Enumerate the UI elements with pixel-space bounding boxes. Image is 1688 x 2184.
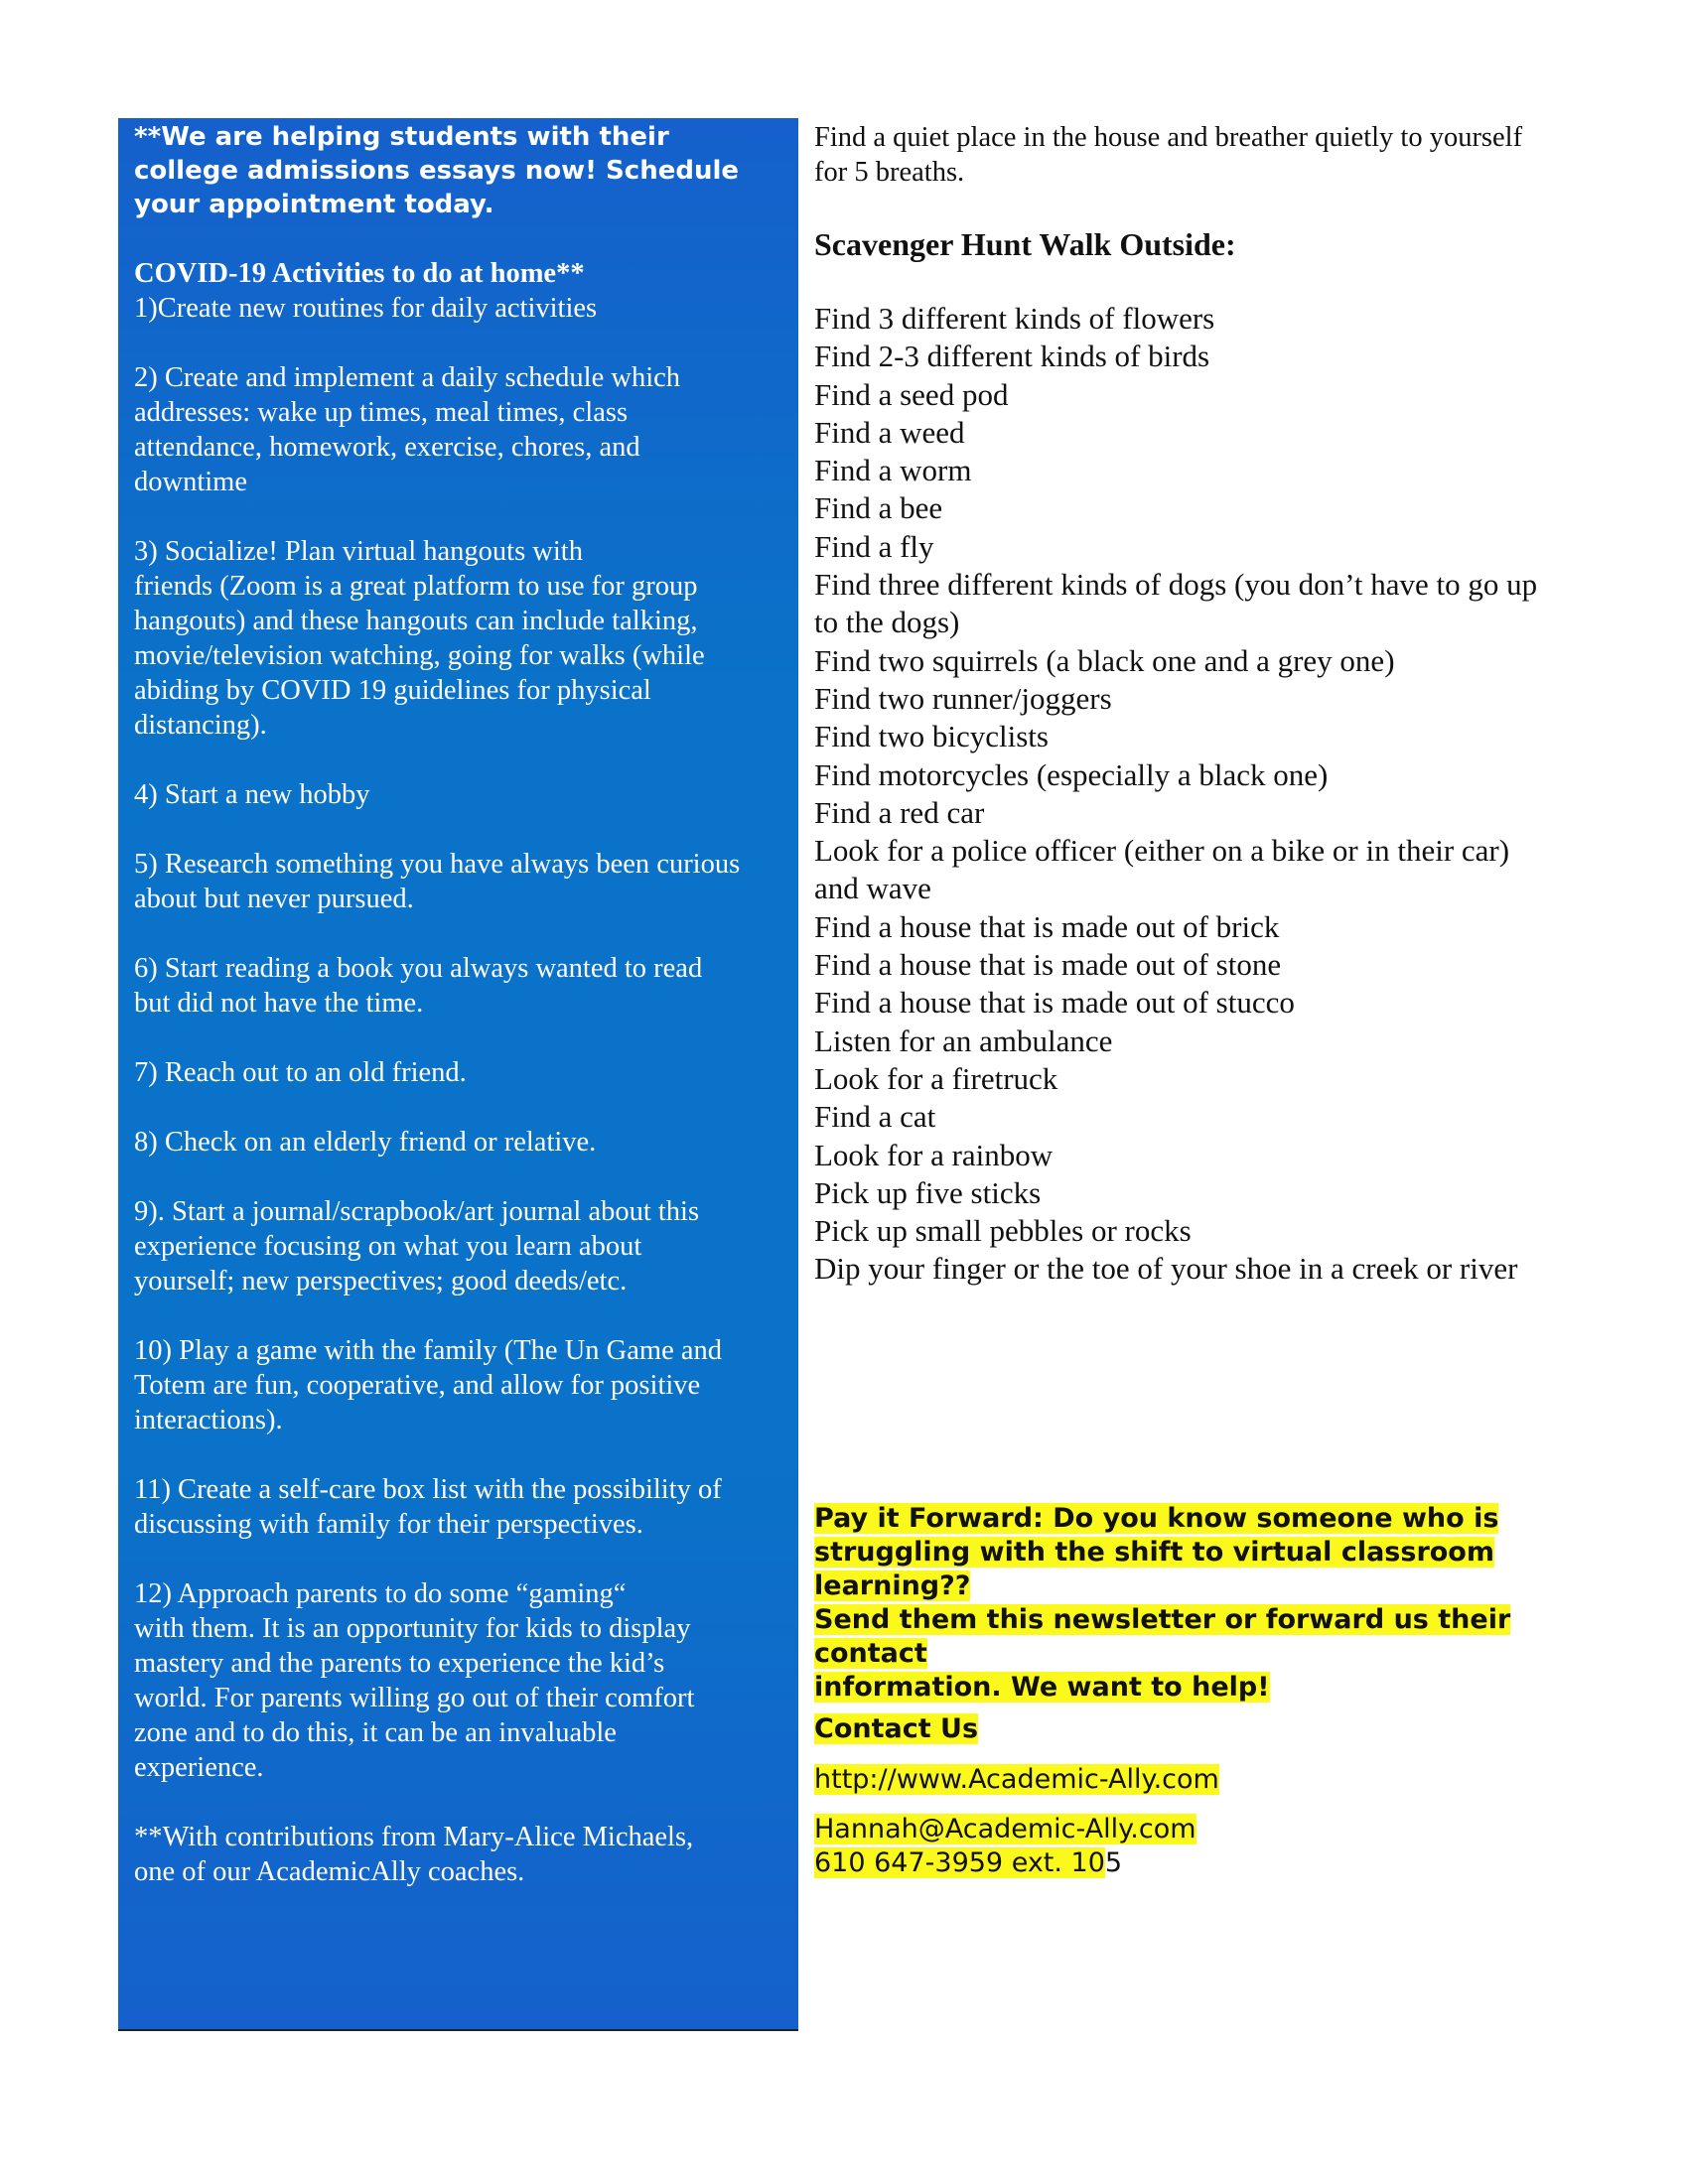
hunt-item: Find three different kinds of dogs (you don’t have to go up to the dogs) <box>814 567 1538 640</box>
hunt-item: Find two runner/joggers <box>814 680 1112 716</box>
activity-item: 7) Reach out to an old friend. <box>134 1057 467 1088</box>
hunt-item: Find a red car <box>814 794 985 830</box>
activity-item: 3) Socialize! Plan virtual hangouts with friends (Zoom is a great platform to use for group hangouts) and these hangouts can include talking, movie/television watching, going for walks (while abiding by COVID 19 guidelines for physical distancing). <box>134 536 705 741</box>
activity-item: 1)Create new routines for daily activities <box>134 293 598 324</box>
activity-item: **With contributions from Mary-Alice Michaels, one of our AcademicAlly coaches. <box>134 1822 694 1887</box>
activities-list <box>134 256 789 1924</box>
hunt-item: Pick up five sticks <box>814 1174 1042 1210</box>
hunt-item: Look for a police officer (either on a bike or in their car) and wave <box>814 833 1510 906</box>
hunt-item: Look for a rainbow <box>814 1137 1054 1172</box>
hunt-item: Listen for an ambulance <box>814 1023 1113 1058</box>
hunt-item: Find a fly <box>814 528 934 564</box>
scavenger-column <box>814 120 1609 1289</box>
pay-line: Send them this newsletter or forward us their contact <box>814 1604 1511 1669</box>
website-link[interactable]: http://www.Academic-Ally.com <box>814 1764 1219 1795</box>
hunt-item: Find two bicyclists <box>814 719 1049 754</box>
email-link[interactable]: Hannah@Academic-Ally.com <box>814 1814 1196 1844</box>
hunt-item: Find a house that is made out of brick <box>814 908 1280 944</box>
activity-item: 4) Start a new hobby <box>134 779 370 810</box>
activities-title: COVID-19 Activities to do at home** <box>134 258 585 289</box>
pay-line: information. We want to help! <box>814 1672 1270 1703</box>
hunt-item: Find a seed pod <box>814 376 1009 412</box>
breathing-intro: Find a quiet place in the house and breather quietly to yourself for 5 breaths. <box>814 122 1523 188</box>
hunt-list <box>814 300 1609 1289</box>
hunt-item: Find 2-3 different kinds of birds <box>814 339 1210 374</box>
hunt-title: Scavenger Hunt Walk Outside: <box>814 226 1236 262</box>
hunt-item: Find 3 different kinds of flowers <box>814 301 1215 336</box>
activity-item: 8) Check on an elderly friend or relative. <box>134 1127 597 1158</box>
hunt-item: Find a house that is made out of stone <box>814 947 1282 983</box>
hunt-item: Find a worm <box>814 453 972 488</box>
promo-text: **We are helping students with their college admissions essays now! Schedule your appointment today. <box>134 122 740 219</box>
contact-title: Contact Us <box>814 1713 979 1744</box>
activity-item: 9). Start a journal/scrapbook/art journal about this experience focusing on what you learn about yourself; new perspectives; good deeds/etc. <box>134 1196 700 1297</box>
pay-line: struggling with the shift to virtual classroom learning?? <box>814 1537 1494 1601</box>
activity-item: 10) Play a game with the family (The Un Game and Totem are fun, cooperative, and allow for positive interactions). <box>134 1335 722 1435</box>
hunt-item: Find a house that is made out of stucco <box>814 985 1295 1021</box>
activity-item: 11) Create a self-care box list with the possibility of discussing with family for their perspectives. <box>134 1474 722 1540</box>
hunt-item: Find a cat <box>814 1099 936 1135</box>
hunt-item: Find a bee <box>814 490 943 526</box>
hunt-item: Dip your finger or the toe of your shoe in a creek or river <box>814 1251 1518 1287</box>
hunt-item: Find two squirrels (a black one and a grey one) <box>814 642 1395 678</box>
pay-it-forward <box>814 1502 1609 1705</box>
activity-item: 12) Approach parents to do some “gaming“ with them. It is an opportunity for kids to display mastery and the parents to experience the kid’s world. For parents willing go out of their comfort zone and to do this, it can be an invaluable experience. <box>134 1578 695 1783</box>
activity-item: 2) Create and implement a daily schedule which addresses: wake up times, meal times, class attendance, homework, exercise, chores, and downtime <box>134 362 681 497</box>
activity-item: 6) Start reading a book you always wanted to read but did not have the time. <box>134 953 703 1019</box>
pay-line: Pay it Forward: Do you know someone who is <box>814 1503 1499 1534</box>
hunt-item: Find motorcycles (especially a black one) <box>814 756 1329 792</box>
hunt-item: Look for a firetruck <box>814 1060 1058 1096</box>
hunt-item: Find a weed <box>814 414 965 450</box>
hunt-item: Pick up small pebbles or rocks <box>814 1213 1192 1249</box>
phone-number: 610 647-3959 ext. 105 <box>814 1847 1123 1878</box>
activity-item: 5) Research something you have always been curious about but never pursued. <box>134 849 741 914</box>
